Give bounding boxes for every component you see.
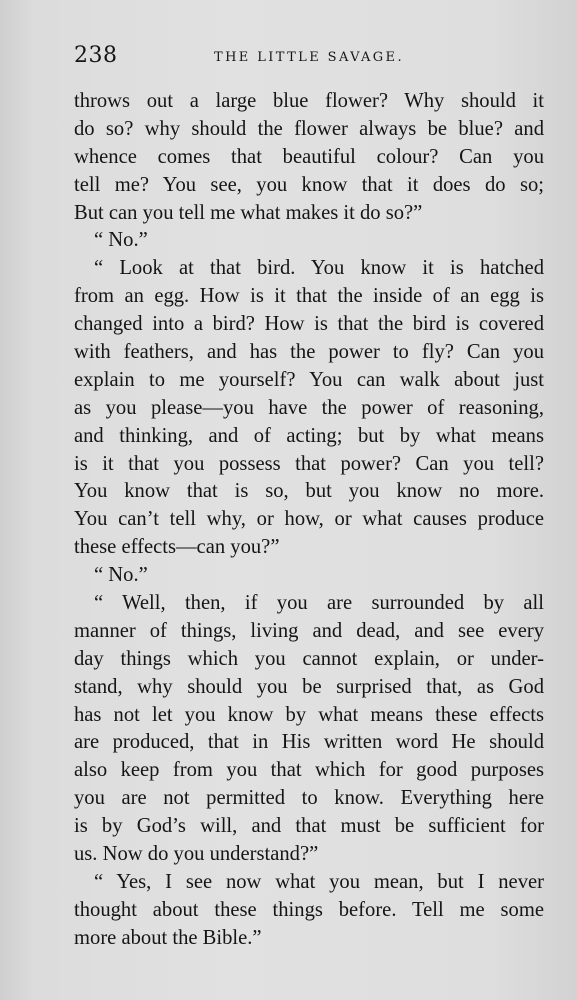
text-line: manner of things, living and dead, and see every: [74, 619, 544, 642]
text-line: “ Yes, I see now what you mean, but I never: [94, 870, 544, 893]
text-line: has not let you know by what means these effects: [74, 703, 544, 726]
text-line: also keep from you that which for good purposes: [74, 759, 544, 782]
text-line: day things which you cannot explain, or under-: [74, 647, 544, 670]
text-line: You can’t tell why, or how, or what causes produce: [74, 508, 544, 531]
text-line: “ No.”: [94, 564, 148, 587]
text-line: “ Well, then, if you are surrounded by all: [94, 592, 544, 615]
text-line: “ Look at that bird. You know it is hatched: [94, 257, 544, 280]
text-line: you are not permitted to know. Everything here: [74, 787, 544, 810]
text-line: “ No.”: [94, 229, 148, 252]
page-number: 238: [74, 43, 118, 68]
text-line: changed into a bird? How is that the bird is covered: [74, 313, 544, 336]
text-line: from an egg. How is it that the inside of an egg is: [74, 285, 544, 308]
text-line: as you please—you have the power of reasoning,: [74, 396, 544, 419]
text-line: You know that is so, but you know no more.: [74, 480, 544, 503]
text-line: these effects—can you?”: [74, 536, 280, 559]
text-line: and thinking, and of acting; but by what means: [74, 424, 544, 447]
text-line: us. Now do you understand?”: [74, 843, 319, 866]
text-line: But can you tell me what makes it do so?”: [74, 201, 423, 224]
text-line: explain to me yourself? You can walk about just: [74, 368, 544, 391]
text-line: stand, why should you be surprised that, as God: [74, 675, 544, 698]
text-line: is it that you possess that power? Can you tell?: [74, 452, 544, 475]
page-header: [74, 40, 544, 72]
text-line: whence comes that beautiful colour? Can you: [74, 145, 544, 168]
body-text: [74, 88, 544, 953]
text-line: are produced, that in His written word He should: [74, 731, 544, 754]
text-line: throws out a large blue flower? Why should it: [74, 90, 544, 112]
text-line: tell me? You see, you know that it does do so;: [74, 173, 544, 196]
text-line: is by God’s will, and that must be sufficient for: [74, 815, 544, 838]
text-line: thought about these things before. Tell me some: [74, 898, 544, 921]
text-line: more about the Bible.”: [74, 926, 262, 949]
text-line: do so? why should the flower always be blue? and: [74, 117, 544, 140]
running-title: THE LITTLE SAVAGE.: [214, 50, 404, 65]
text-line: with feathers, and has the power to fly? Can you: [74, 341, 544, 364]
